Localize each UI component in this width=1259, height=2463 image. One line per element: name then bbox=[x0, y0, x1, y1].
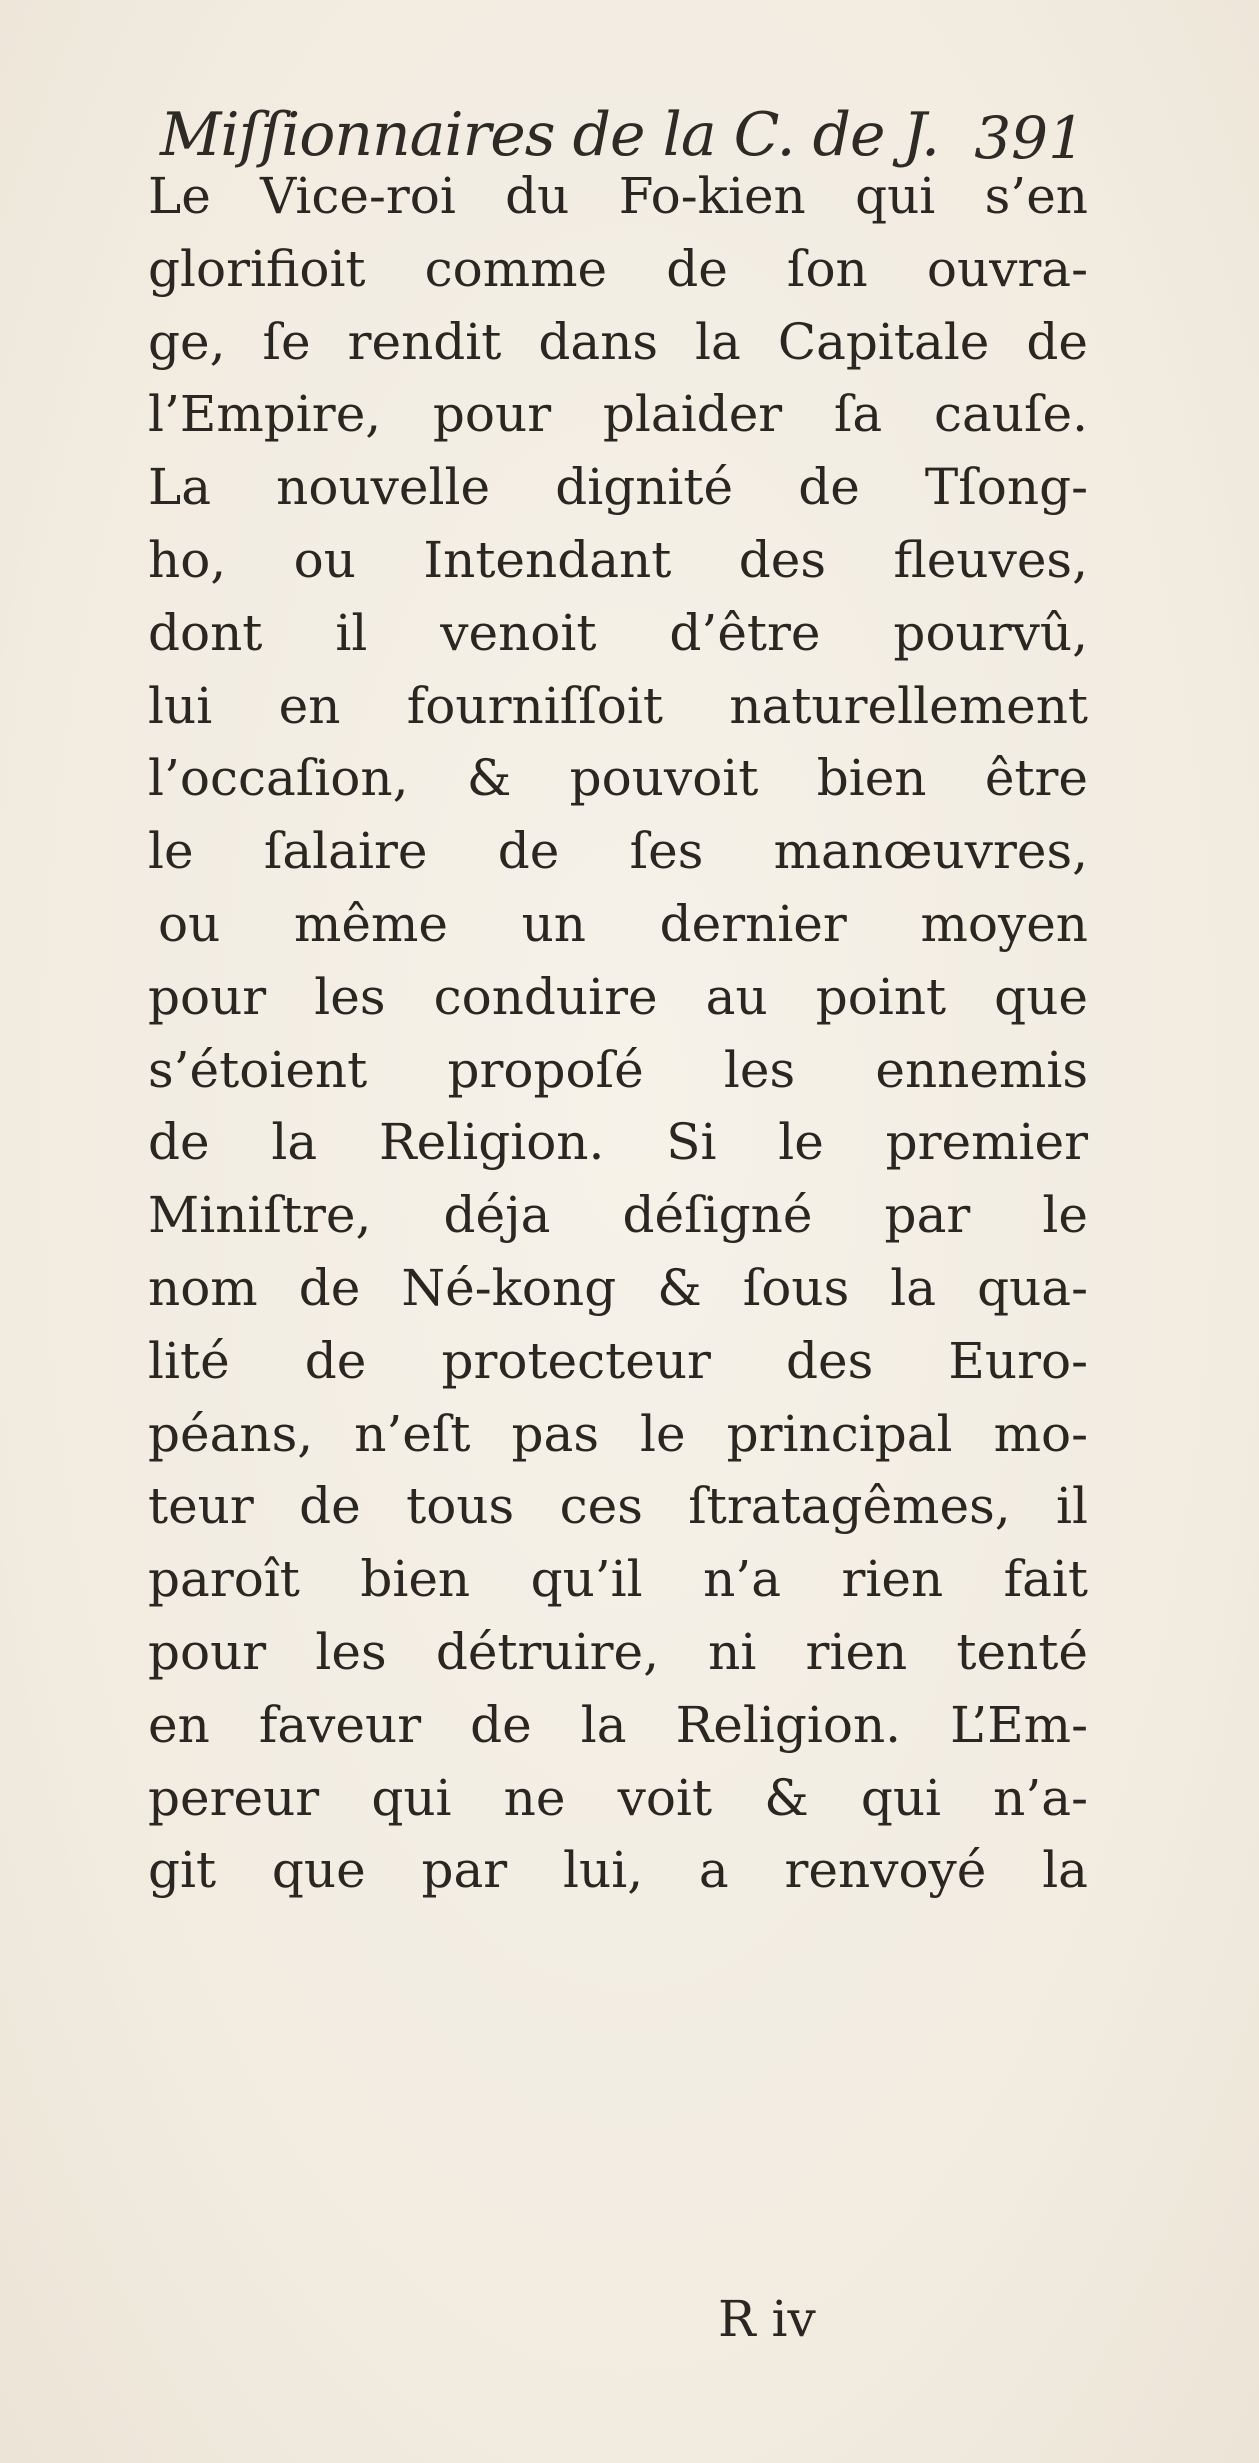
text-line: s’étoient propoſé les ennemis bbox=[148, 1040, 1088, 1099]
text-line: glorifioit comme de ſon ouvra- bbox=[148, 239, 1088, 298]
text-line: lité de protecteur des Euro- bbox=[148, 1331, 1088, 1390]
text-line: ou même un dernier moyen bbox=[158, 894, 1088, 953]
text-line: La nouvelle dignité de Tſong- bbox=[148, 458, 1088, 517]
text-line: en faveur de la Religion. L’Em- bbox=[148, 1695, 1088, 1754]
text-line: lui en fourniſſoit naturellement bbox=[148, 676, 1088, 735]
text-line: l’Empire, pour plaider ſa cauſe. bbox=[148, 385, 1088, 444]
text-line: Le Vice-roi du Fo-kien qui s’en bbox=[148, 167, 1088, 225]
text-line: de la Religion. Si le premier bbox=[148, 1113, 1088, 1172]
text-line: péans, n’eſt pas le principal mo- bbox=[148, 1404, 1088, 1463]
text-line: dont il venoit d’être pourvû, bbox=[148, 603, 1088, 662]
page-number: 391 bbox=[974, 104, 1085, 172]
text-line: pereur qui ne voit & qui n’a- bbox=[148, 1768, 1088, 1827]
running-title: Miſſionnaires de la C. de J. bbox=[160, 100, 940, 170]
text-line: le ſalaire de ſes manœuvres, bbox=[148, 822, 1088, 881]
text-line: pour les détruire, ni rien tenté bbox=[148, 1622, 1088, 1681]
text-line: l’occaſion, & pouvoit bien être bbox=[148, 749, 1088, 808]
text-line: paroît bien qu’il n’a rien fait bbox=[148, 1550, 1088, 1609]
text-line: Miniſtre, déja déſigné par le bbox=[148, 1186, 1088, 1245]
text-line: ho, ou Intendant des fleuves, bbox=[148, 530, 1088, 589]
text-line: git que par lui, a renvoyé la bbox=[148, 1841, 1088, 1900]
text-line: nom de Né-kong & ſous la qua- bbox=[148, 1258, 1088, 1317]
text-line: teur de tous ces ſtratagêmes, il bbox=[148, 1477, 1088, 1536]
body-text bbox=[148, 160, 1088, 1907]
text-line: ge, ſe rendit dans la Capitale de bbox=[148, 312, 1088, 371]
text-line: pour les conduire au point que bbox=[148, 967, 1088, 1026]
signature-mark: R iv bbox=[718, 2290, 816, 2348]
